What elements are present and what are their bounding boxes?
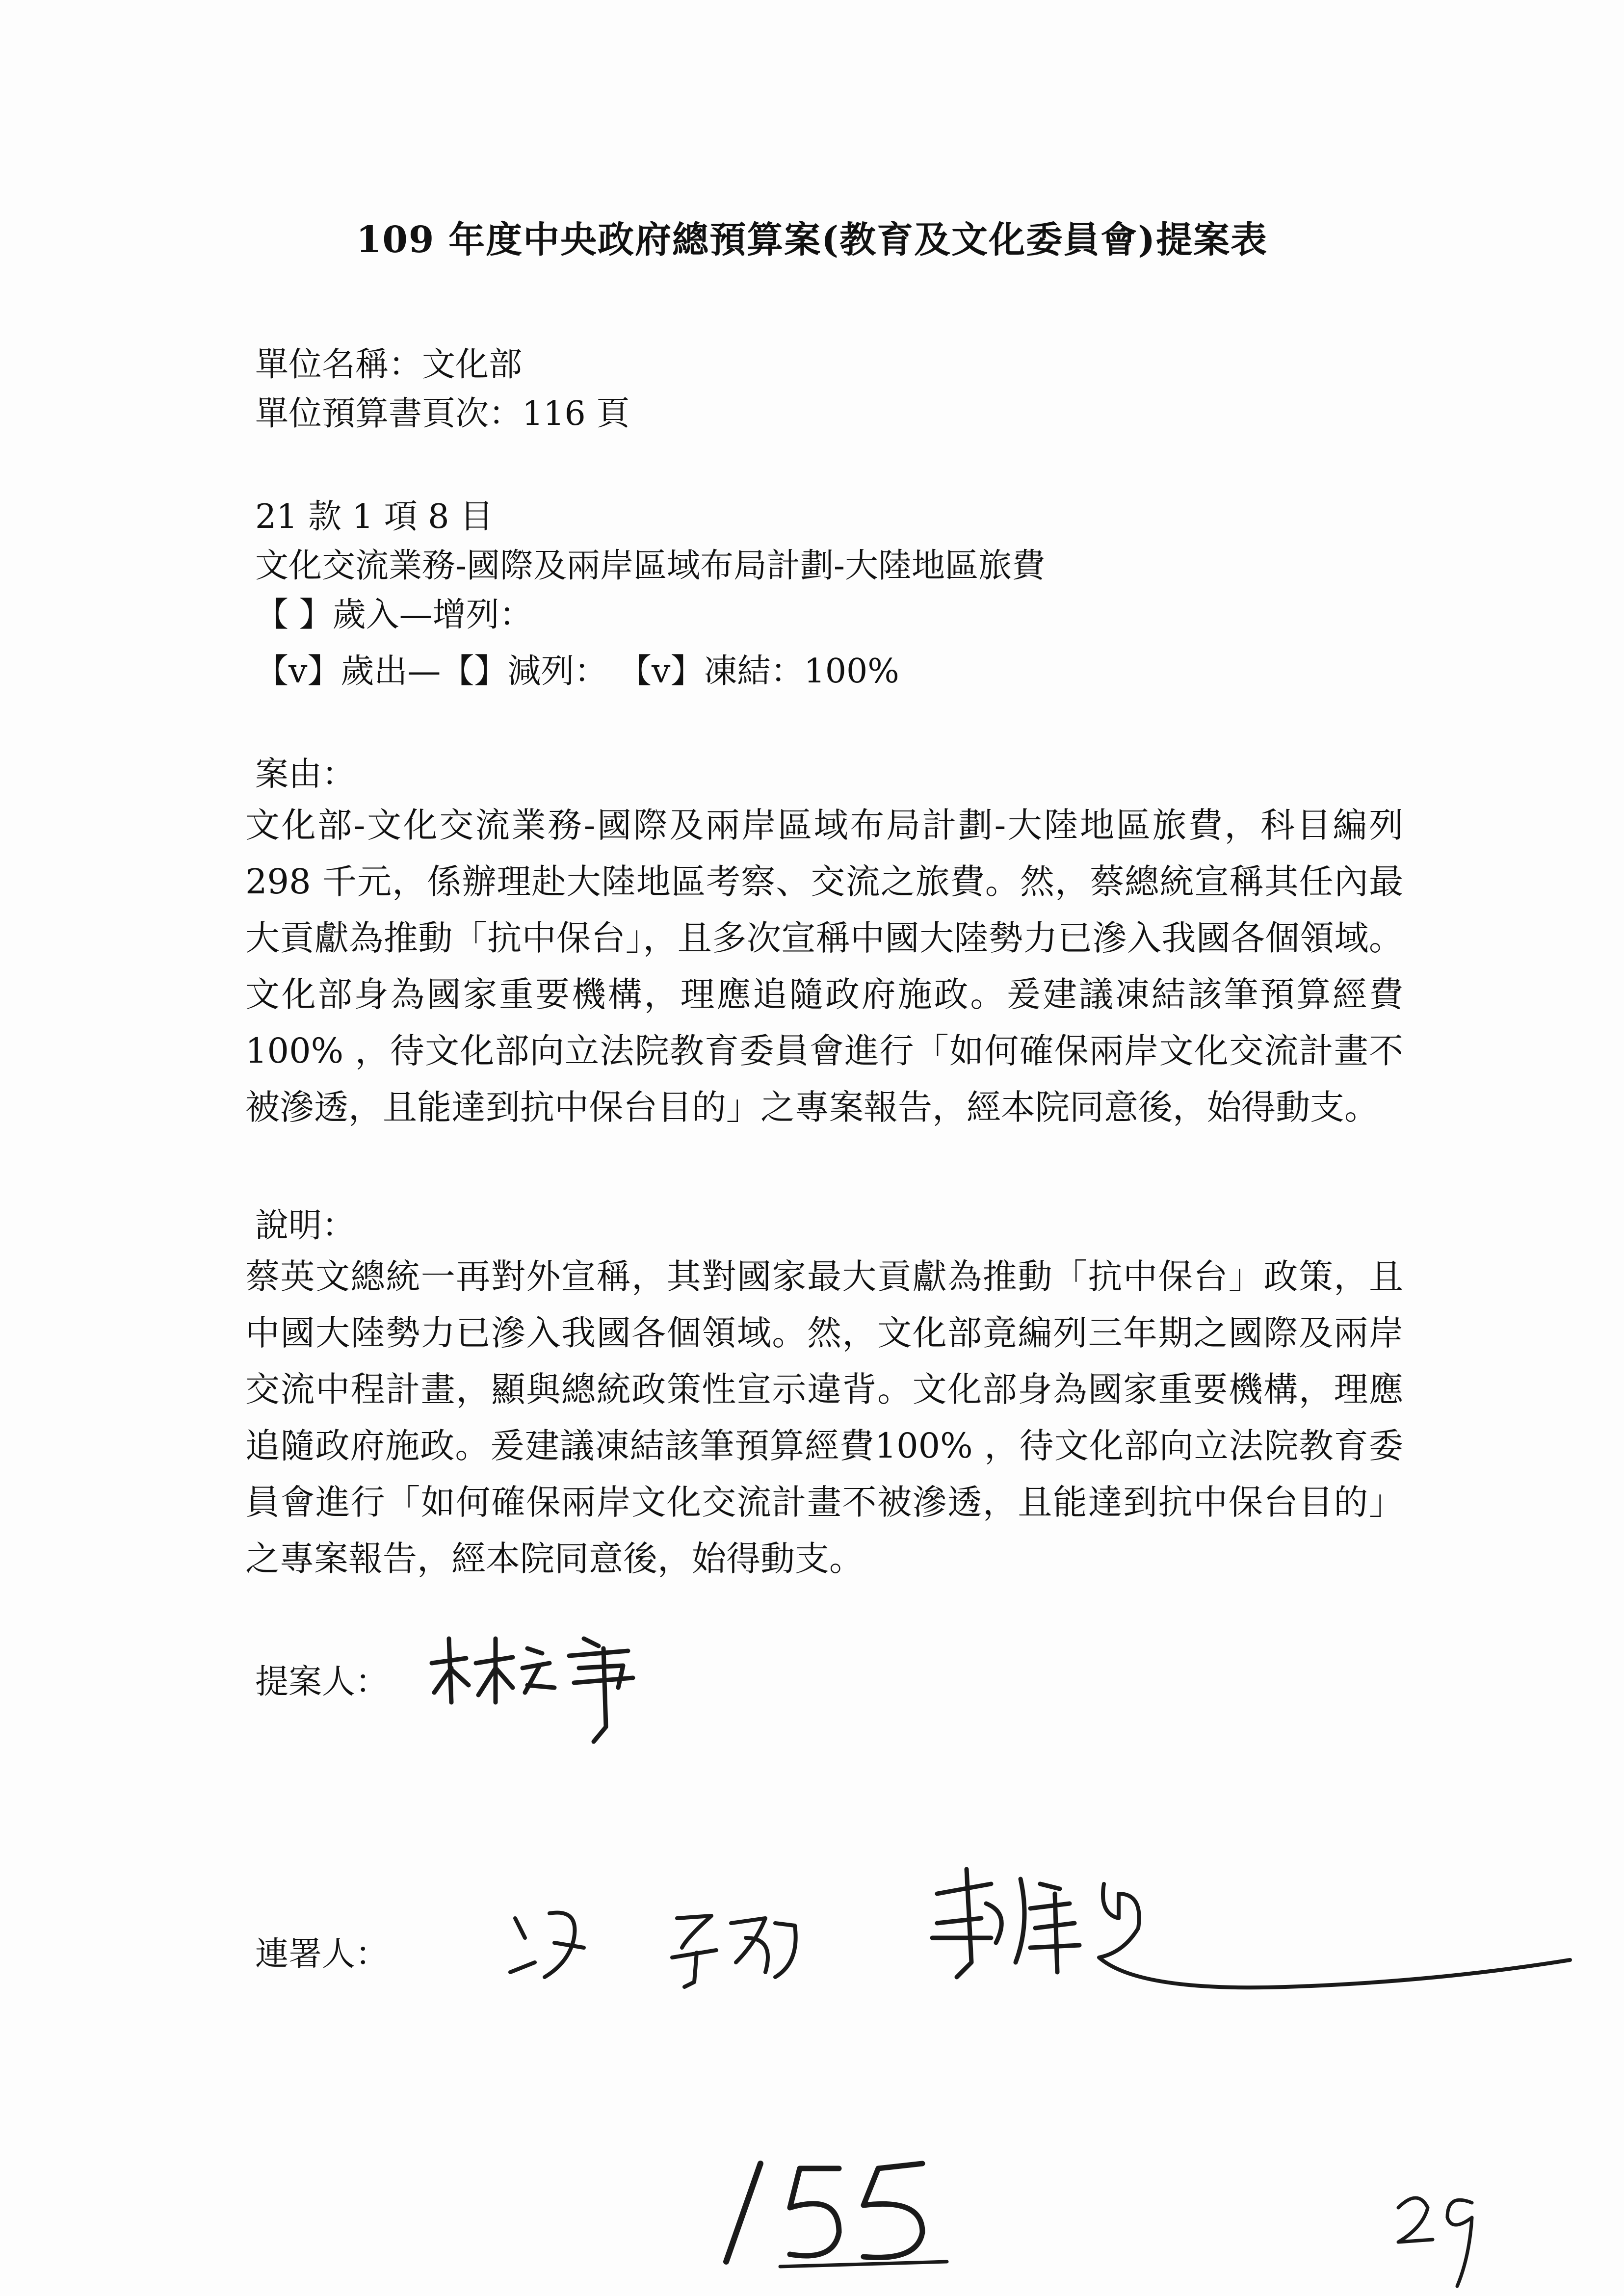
- item-code: 21 款 1 項 8 目: [255, 497, 494, 536]
- expense-freeze-line: 【v】歲出—【】減列： 【v】凍結：100%: [255, 652, 899, 691]
- proposer-signature: [422, 1629, 657, 1747]
- revenue-checkbox-line: 【 】歲入—增列：: [255, 596, 533, 634]
- cosigner-label: 連署人：: [255, 1935, 389, 1974]
- reason-heading: 案由：: [255, 755, 356, 794]
- unit-name: 單位名稱：文化部: [255, 345, 523, 384]
- explanation-heading: 說明：: [255, 1206, 356, 1245]
- reason-text: 文化部-文化交流業務-國際及兩岸區域布局計劃-大陸地區旅費，科目編列 298 千元，係辦理赴大陸地區考察、交流之旅費。然，蔡總統宣稱其任內最大貢獻為推動「抗中保台」，且多次宣稱中國大陸勢力已滲入我國各個領域。文化部身為國家重要機構，理應追隨政府施政。爰建議凍結該筆預算經費 100% ，待文化部向立法院教育委員會進行「如何確保兩岸文化交流計畫不被滲透，且能達到抗中保台目的」之專案報告，經本院同意後，始得動支。: [245, 805, 1403, 1127]
- document-title: 109 年度中央政府總預算案(教育及文化委員會)提案表: [356, 219, 1268, 261]
- handwritten-corner-number: [1388, 2183, 1487, 2291]
- item-name: 文化交流業務-國際及兩岸區域布局計劃-大陸地區旅費: [255, 547, 1045, 585]
- cosigner-signatures: [500, 1864, 1580, 2011]
- handwritten-page-number: [716, 2149, 962, 2276]
- proposer-label: 提案人：: [255, 1663, 389, 1701]
- budget-page-reference: 單位預算書頁次：116 頁: [255, 394, 630, 433]
- explanation-text: 蔡英文總統一再對外宣稱，其對國家最大貢獻為推動「抗中保台」政策，且中國大陸勢力已滲入我國各個領域。然，文化部竟編列三年期之國際及兩岸交流中程計畫，顯與總統政策性宣示違背。文化部身為國家重要機構，理應追隨政府施政。爰建議凍結該筆預算經費100% ，待文化部向立法院教育委員會進行「如何確保兩岸文化交流計畫不被滲透，且能達到抗中保台目的」之專案報告，經本院同意後，始得動支。: [245, 1256, 1403, 1579]
